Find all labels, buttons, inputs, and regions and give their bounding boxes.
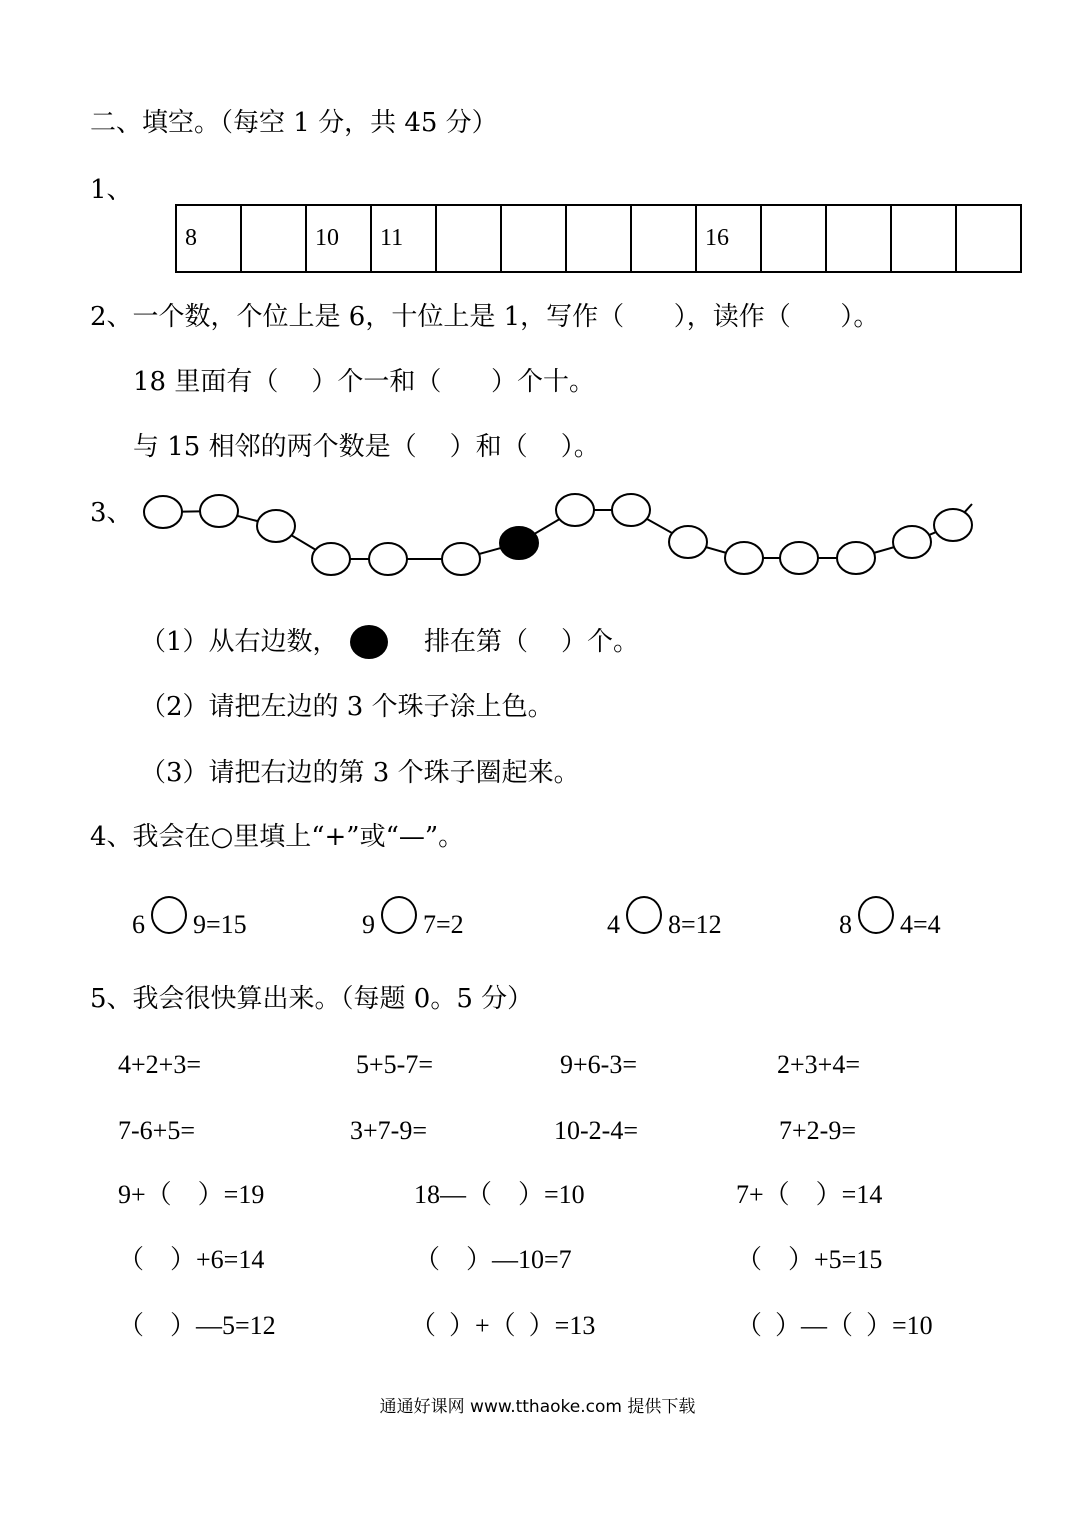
operator-circle[interactable] (626, 896, 662, 934)
exercise: （ ）—5=12 (118, 1311, 276, 1340)
eq-left: 8 (839, 910, 852, 939)
grid-cell: 10 (306, 205, 371, 272)
bead[interactable] (312, 543, 350, 575)
grid-cell (956, 205, 1021, 272)
bead[interactable] (725, 542, 763, 574)
grid-cell (826, 205, 891, 272)
bead[interactable] (556, 494, 594, 526)
eq-right: 8=12 (668, 910, 722, 939)
exercise: 3+7-9= (350, 1116, 427, 1145)
bead[interactable] (669, 526, 707, 558)
number-grid (175, 204, 1022, 273)
exercise: 9+（ ）=19 (118, 1180, 265, 1209)
exercise: （ ）+（ ）=13 (410, 1311, 596, 1340)
q3-sub1-pre: （1）从右边数， (140, 627, 339, 657)
exercise: 7+（ ）=14 (736, 1180, 883, 1209)
equation-2 (362, 900, 464, 950)
q3-sub1-post: 排在第（ ）个。 (424, 627, 640, 657)
exercise: （ ）+6=14 (118, 1245, 265, 1274)
equation-3 (607, 900, 722, 950)
bead[interactable] (934, 509, 972, 541)
grid-cell (631, 205, 696, 272)
exercise: （ ）—（ ）=10 (736, 1311, 933, 1340)
exercise: 4+2+3= (118, 1050, 201, 1079)
section-title: 二、填空。（每空 1 分，共 45 分） (90, 108, 498, 138)
exercise: 10-2-4= (554, 1116, 638, 1145)
bead-black[interactable] (500, 527, 538, 559)
q3-label: 3、 (90, 498, 133, 528)
bead[interactable] (144, 496, 182, 528)
q5-title: 5、我会很快算出来。（每题 0。5 分） (90, 984, 534, 1014)
operator-circle[interactable] (858, 896, 894, 934)
bead[interactable] (837, 542, 875, 574)
grid-cell (891, 205, 956, 272)
bead-string (0, 480, 1075, 600)
black-bead-icon (350, 625, 388, 659)
equation-1 (132, 900, 247, 950)
grid-cell: 8 (176, 205, 241, 272)
grid-cell (436, 205, 501, 272)
beads-group (144, 494, 972, 575)
bead[interactable] (369, 543, 407, 575)
exercise: 7+2-9= (779, 1116, 856, 1145)
q4-title: 4、我会在○里填上“+”或“—”。 (90, 822, 465, 852)
exercise: 18—（ ）=10 (414, 1180, 585, 1209)
bead[interactable] (612, 494, 650, 526)
exercise: （ ）+5=15 (736, 1245, 883, 1274)
eq-left: 9 (362, 910, 375, 939)
grid-cell: 16 (696, 205, 761, 272)
exercise: 9+6-3= (560, 1050, 637, 1079)
bead[interactable] (257, 510, 295, 542)
exercise: 5+5-7= (356, 1050, 433, 1079)
eq-right: 4=4 (900, 910, 941, 939)
grid-cell (501, 205, 566, 272)
bead[interactable] (200, 495, 238, 527)
exercise: 2+3+4= (777, 1050, 860, 1079)
bead[interactable] (780, 542, 818, 574)
grid-cell (566, 205, 631, 272)
q2-line2: 18 里面有（ ）个一和（ ）个十。 (133, 367, 595, 397)
operator-circle[interactable] (381, 896, 417, 934)
equation-4 (839, 900, 941, 950)
grid-cell (761, 205, 826, 272)
eq-right: 9=15 (193, 910, 247, 939)
grid-cell (241, 205, 306, 272)
footer: 通通好课网 www.tthaoke.com 提供下载 (379, 1397, 696, 1417)
q2-line1: 2、一个数，个位上是 6，十位上是 1，写作（ ），读作（ ）。 (90, 302, 880, 332)
eq-right: 7=2 (423, 910, 464, 939)
q3-sub3: （3）请把右边的第 3 个珠子圈起来。 (140, 758, 580, 788)
q3-sub2: （2）请把左边的 3 个珠子涂上色。 (140, 692, 554, 722)
exercise: （ ）—10=7 (414, 1245, 572, 1274)
q1-label: 1、 (90, 175, 133, 205)
operator-circle[interactable] (151, 896, 187, 934)
q2-line3: 与 15 相邻的两个数是（ ）和（ ）。 (133, 432, 600, 462)
eq-left: 6 (132, 910, 145, 939)
exercise: 7-6+5= (118, 1116, 195, 1145)
bead[interactable] (893, 526, 931, 558)
grid-cell: 11 (371, 205, 436, 272)
bead[interactable] (442, 543, 480, 575)
eq-left: 4 (607, 910, 620, 939)
